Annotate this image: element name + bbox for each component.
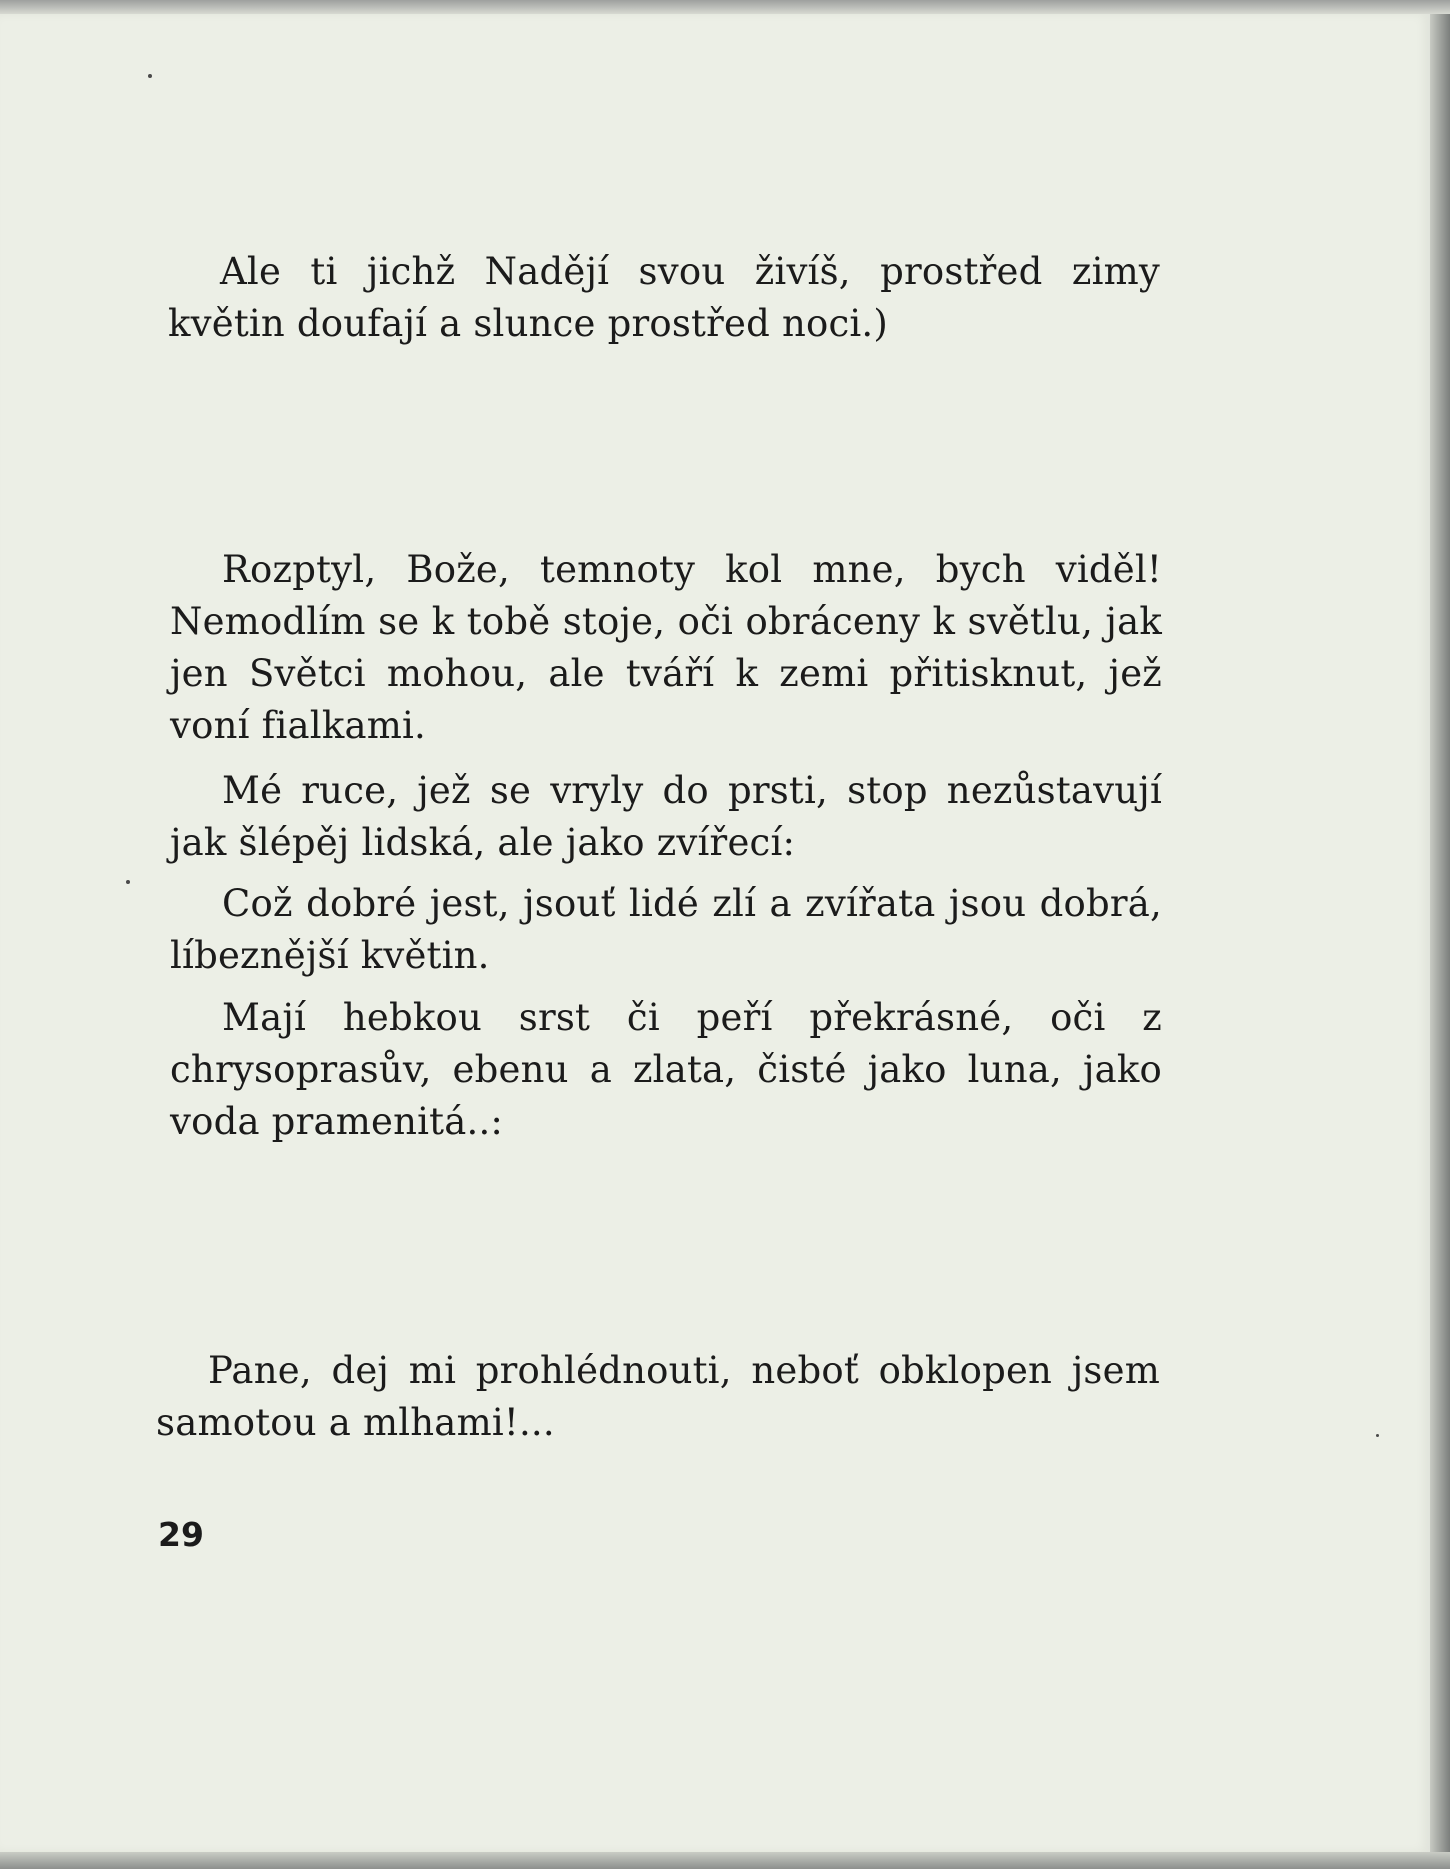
page-right-edge	[1430, 14, 1450, 1852]
ink-speck	[148, 74, 152, 78]
page-number: 29	[158, 1515, 204, 1554]
paragraph-1: Ale ti jichž Nadějí svou živíš, prostřed zimy květin doufají a slunce prostřed noci.)	[168, 250, 1160, 345]
paragraph-4: Což dobré jest, jsouť lidé zlí a zvířata jsou dobrá, líbeznější květin.	[170, 882, 1162, 977]
paragraph-3: Mé ruce, jež se vryly do prsti, stop nezůstavují jak šlépěj lidská, ale jako zvířecí:	[170, 769, 1162, 864]
page-bottom-edge	[0, 1852, 1450, 1869]
ink-speck	[1376, 1434, 1379, 1437]
ink-speck	[126, 880, 130, 884]
paragraph-6: Pane, dej mi prohlédnouti, neboť obklopen jsem samotou a mlhami!...	[156, 1349, 1160, 1444]
book-page	[0, 14, 1432, 1852]
paragraph-2: Rozptyl, Bože, temnoty kol mne, bych viděl! Nemodlím se k tobě stoje, oči obráceny k světlu, jak jen Světci mohou, ale tváří k zemi přitisknut, jež voní fialkami.	[170, 548, 1162, 747]
page-top-edge	[0, 0, 1450, 14]
paragraph-5: Mají hebkou srst či peří překrásné, oči z chrysoprasův, ebenu a zlata, čisté jako luna, jako voda pramenitá..:	[170, 996, 1162, 1143]
